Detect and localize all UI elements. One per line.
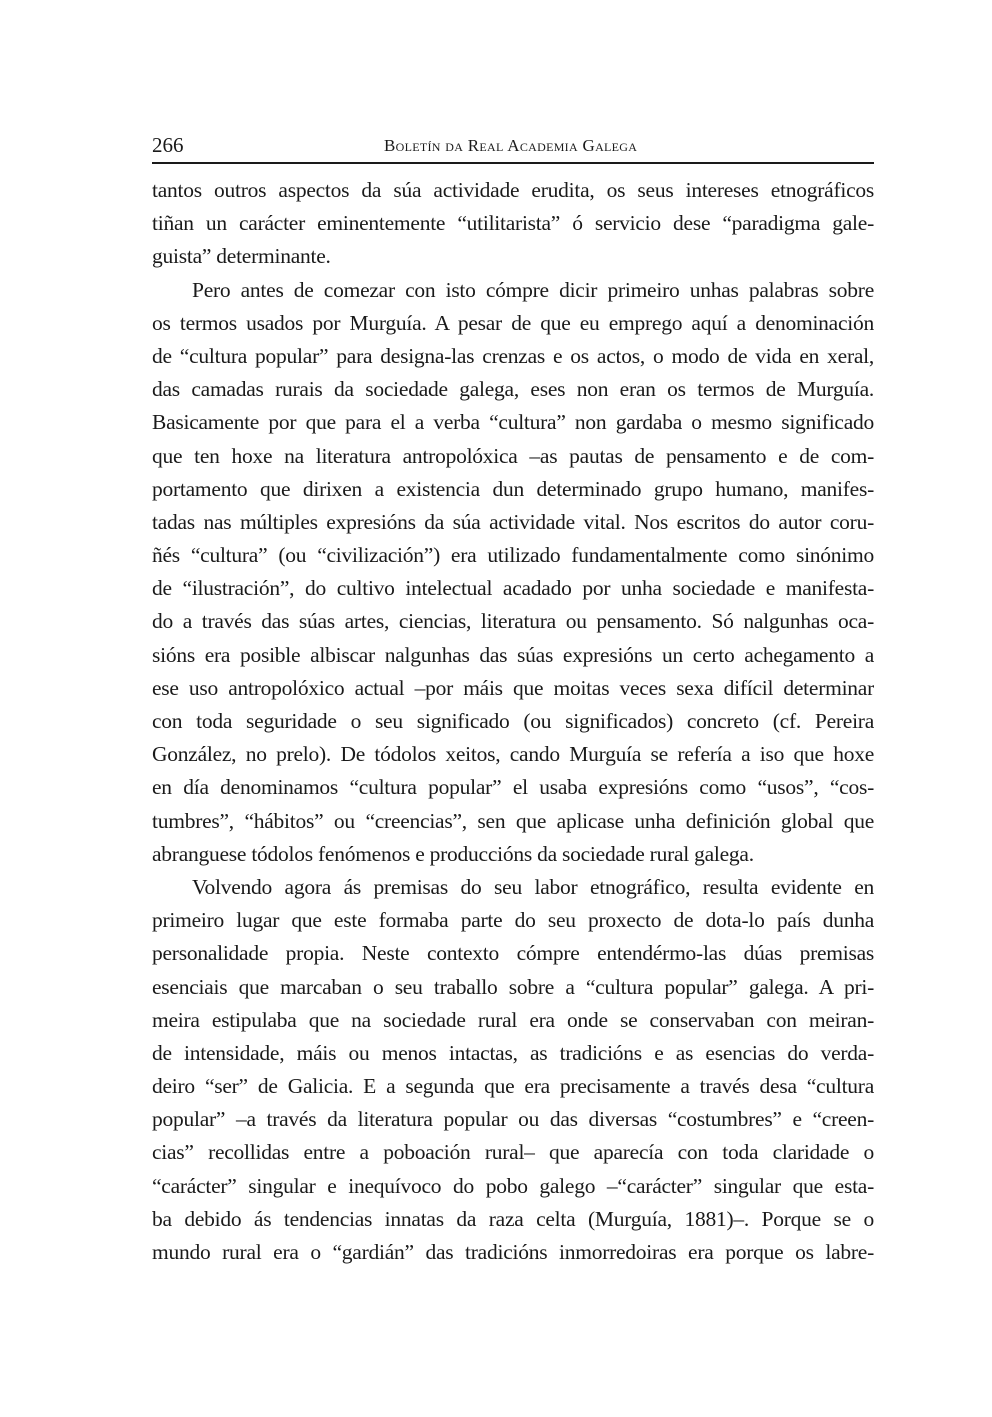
text-line: esenciais que marcaban o seu traballo sobre a “cultura popular” galega. A pri- <box>152 974 874 999</box>
text-line: Pero antes de comezar con isto cómpre dicir primeiro unhas palabras sobre <box>192 277 874 302</box>
text-line: Volvendo agora ás premisas do seu labor etnográfico, resulta evidente en <box>192 874 874 899</box>
text-line: cias” recollidas entre a poboación rural– que aparecía con toda claridade o <box>152 1140 874 1165</box>
text-line: de “ilustración”, do cultivo intelectual acadado por unha sociedade e manifesta- <box>152 576 874 601</box>
text-line: meira estipulaba que na sociedade rural era onde se conservaban con meiran- <box>152 1007 874 1032</box>
text-line: do a través das súas artes, ciencias, literatura ou pensamento. Só nalgunhas oca- <box>152 609 874 634</box>
text-line: os termos usados por Murguía. A pesar de que eu emprego aquí a denominación <box>152 310 874 335</box>
text-line: ese uso antropolóxico actual –por máis que moitas veces sexa difícil determinar <box>152 675 874 700</box>
text-line: ñés “cultura” (ou “civilización”) era utilizado fundamentalmente como sinónimo <box>152 543 874 568</box>
text-line: tiñan un carácter eminentemente “utilitarista” ó servicio dese “paradigma gale- <box>152 211 874 236</box>
text-line: das camadas rurais da sociedade galega, eses non eran os termos de Murguía. <box>152 377 874 402</box>
text-line: popular” –a través da literatura popular ou das diversas “costumbres” e “creen- <box>152 1107 874 1132</box>
text-line: tumbres”, “hábitos” ou “creencias”, sen que aplicase unha definición global que <box>152 808 874 833</box>
text-line: de “cultura popular” para designa-las crenzas e os actos, o modo de vida en xeral, <box>152 343 874 368</box>
text-line: portamento que dirixen a existencia dun determinado grupo humano, manifes- <box>152 476 874 501</box>
text-line: González, no prelo). De tódolos xeitos, cando Murguía se refería a iso que hoxe <box>152 742 874 767</box>
text-line: que ten hoxe na literatura antropolóxica –as pautas de pensamento e de com- <box>152 443 874 468</box>
text-line: mundo rural era o “gardián” das tradicións inmorredoiras era porque os labre- <box>152 1240 874 1264</box>
text-line: tadas nas múltiples expresións da súa actividade vital. Nos escritos do autor coru- <box>152 509 874 534</box>
text-line: tantos outros aspectos da súa actividade erudita, os seus intereses etnográficos <box>152 178 874 202</box>
text-line: de intensidade, máis ou menos intactas, as tradicións e as esencias do verda- <box>152 1040 874 1065</box>
text-line: personalidade propia. Neste contexto cómpre entendérmo-las dúas premisas <box>152 941 874 966</box>
text-line: sións era posible albiscar nalgunhas das súas expresións un certo achegamento a <box>152 642 874 667</box>
body-text <box>152 174 874 1269</box>
page-number: 266 <box>152 133 184 157</box>
text-line: en día denominamos “cultura popular” el usaba expresións como “usos”, “cos- <box>152 775 874 800</box>
text-line: primeiro lugar que este formaba parte do seu proxecto de dota-lo país dunha <box>152 908 874 933</box>
text-line: Basicamente por que para el a verba “cultura” non gardaba o mesmo significado <box>152 410 874 435</box>
text-line: “carácter” singular e inequívoco do pobo galego –“carácter” singular que esta- <box>152 1173 874 1198</box>
running-header <box>152 132 874 160</box>
text-line: abranguese tódolos fenómenos e produccións da sociedade rural galega. <box>152 841 754 866</box>
header-rule <box>152 162 874 164</box>
text-line: con toda seguridade o seu significado (ou significados) concreto (cf. Pereira <box>152 709 874 733</box>
text-line: guista” determinante. <box>152 244 331 269</box>
text-line: ba debido ás tendencias innatas da raza celta (Murguía, 1881)–. Porque se o <box>152 1206 874 1231</box>
text-line: deiro “ser” de Galicia. E a segunda que era precisamente a través desa “cultura <box>152 1074 874 1099</box>
running-title: Boletín da Real Academia Galega <box>384 136 638 155</box>
